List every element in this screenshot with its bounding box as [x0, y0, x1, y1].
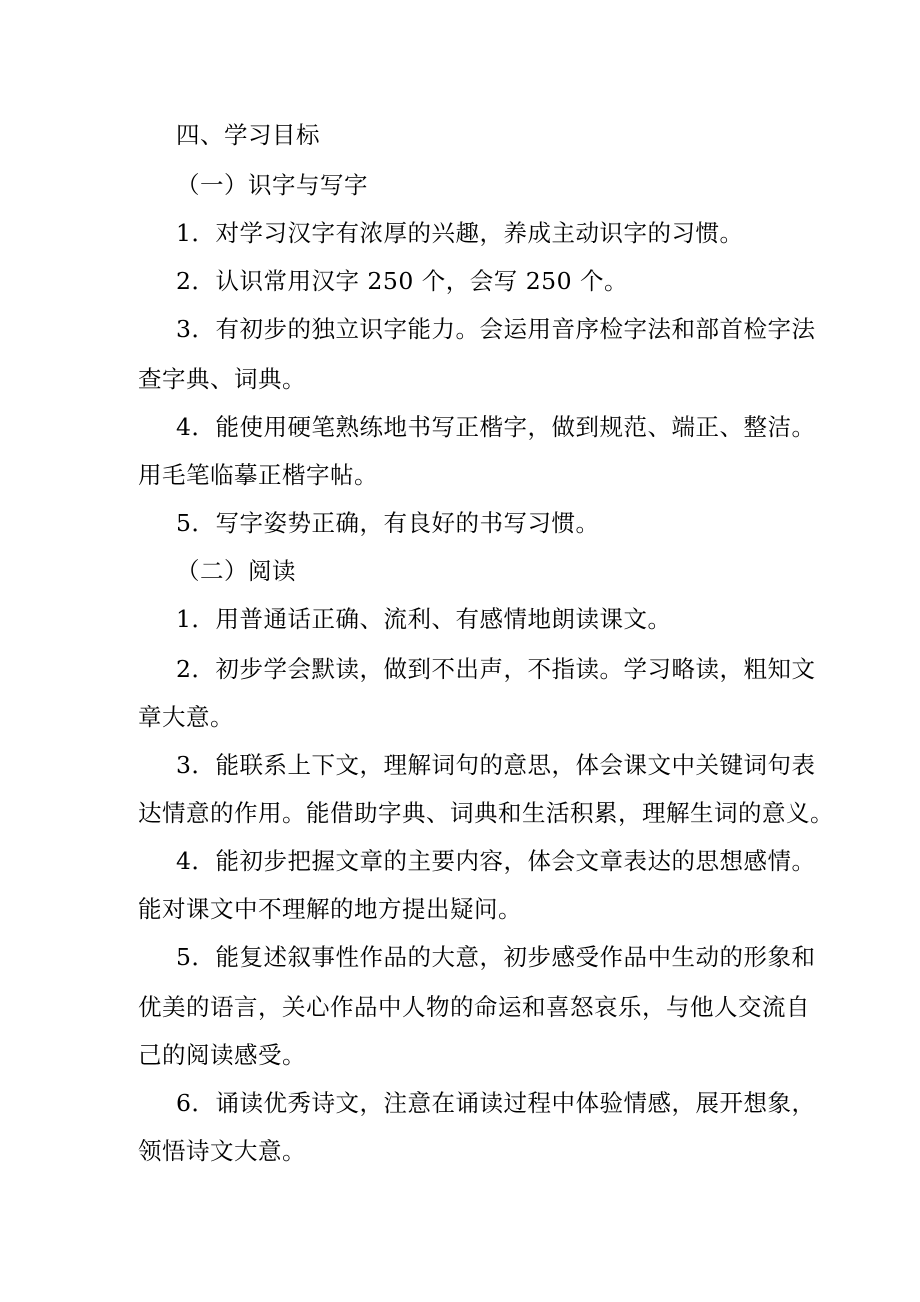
paragraph-line: 查字典、词典。: [138, 365, 306, 393]
paragraph-line: 1．用普通话正确、流利、有感情地朗读课文。: [176, 605, 672, 633]
subsection-heading-reading: （二）阅读: [176, 557, 296, 585]
paragraph-line: 1．对学习汉字有浓厚的兴趣，养成主动识字的习惯。: [176, 219, 744, 247]
paragraph-line: 能对课文中不理解的地方提出疑问。: [138, 895, 522, 923]
paragraph-line: 优美的语言，关心作品中人物的命运和喜怒哀乐，与他人交流自: [138, 993, 810, 1021]
paragraph-line: 3．有初步的独立识字能力。会运用音序检字法和部首检字法: [176, 315, 816, 343]
paragraph-line: 5．写字姿势正确，有良好的书写习惯。: [176, 509, 600, 537]
paragraph-line: 己的阅读感受。: [138, 1041, 306, 1069]
paragraph-line: 3．能联系上下文，理解词句的意思，体会课文中关键词句表: [176, 751, 816, 779]
paragraph-line: 4．能初步把握文章的主要内容，体会文章表达的思想感情。: [176, 847, 816, 875]
paragraph-line: 2．初步学会默读，做到不出声，不指读。学习略读，粗知文: [176, 655, 816, 683]
paragraph-line: 用毛笔临摹正楷字帖。: [138, 461, 378, 489]
paragraph-line: 2．认识常用汉字 250 个，会写 250 个。: [176, 267, 629, 295]
paragraph-line: 5．能复述叙事性作品的大意，初步感受作品中生动的形象和: [176, 943, 816, 971]
paragraph-line: 章大意。: [138, 703, 234, 731]
paragraph-line: 达情意的作用。能借助字典、词典和生活积累，理解生词的意义。: [138, 799, 834, 827]
paragraph-line: 领悟诗文大意。: [138, 1137, 306, 1165]
paragraph-line: 4．能使用硬笔熟练地书写正楷字，做到规范、端正、整洁。: [176, 413, 816, 441]
subsection-heading-literacy: （一）识字与写字: [176, 171, 368, 199]
section-title: 四、学习目标: [176, 121, 320, 149]
paragraph-line: 6．诵读优秀诗文，注意在诵读过程中体验情感，展开想象，: [176, 1089, 816, 1117]
